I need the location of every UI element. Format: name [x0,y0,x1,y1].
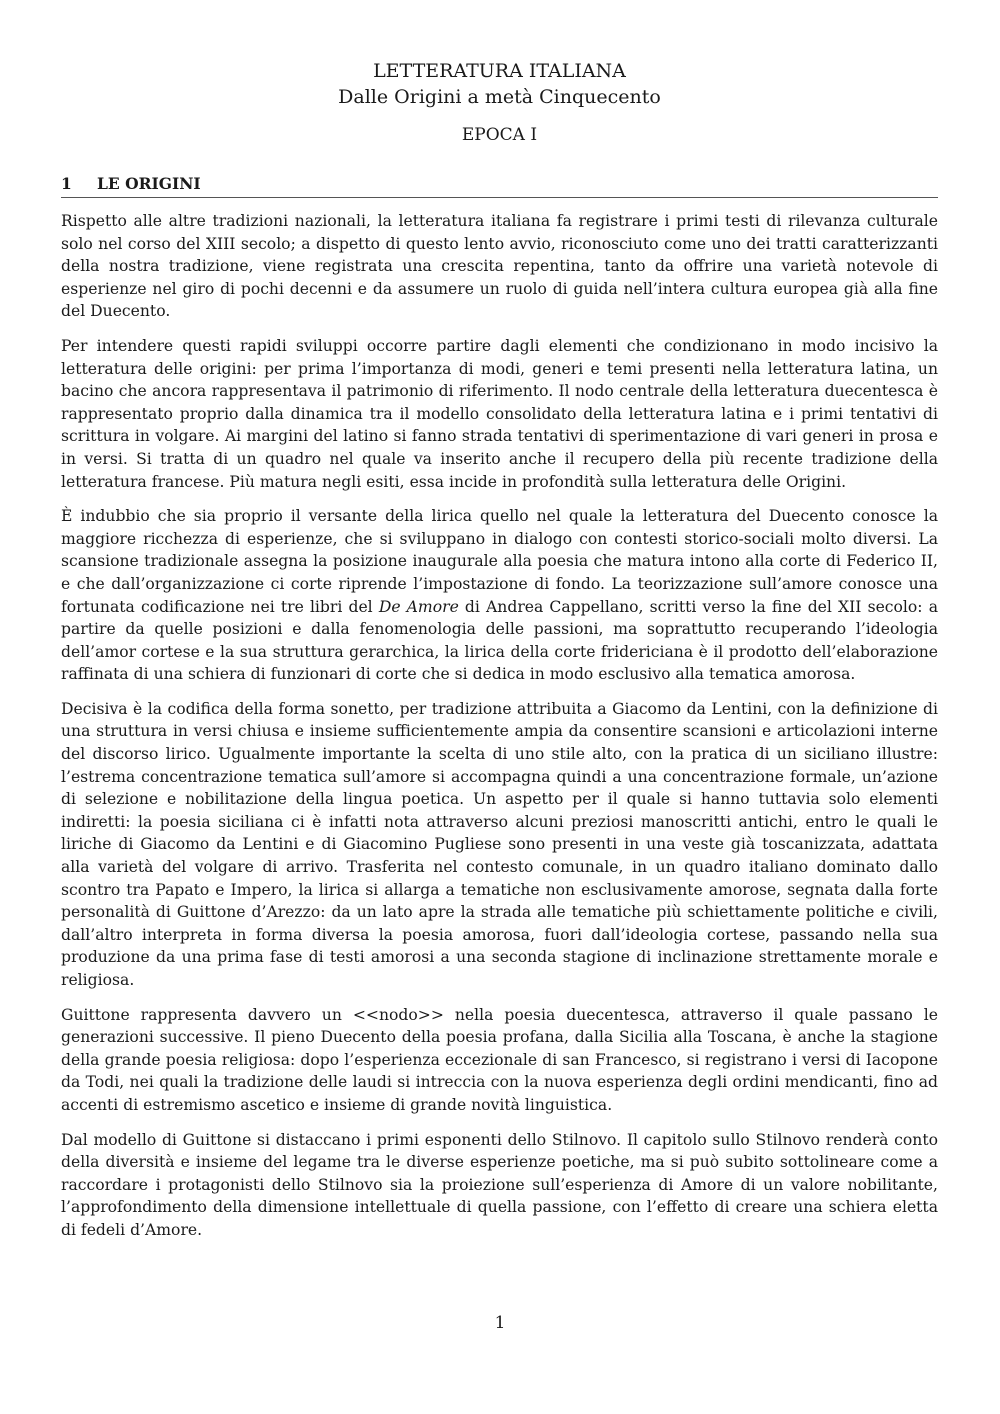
title-line-2: Dalle Origini a metà Cinquecento [338,86,661,108]
section-number: 1 [61,174,72,193]
section-title: LE ORIGINI [97,174,201,193]
section-heading [61,174,938,198]
title-line-1: LETTERATURA ITALIANA [373,60,626,82]
document-page [61,58,938,1254]
paragraph: Guittone rappresenta davvero un <<nodo>> nella poesia duecentesca, attraverso il quale passano le generazioni successive. Il pieno Duecento della poesia profana, dalla Sicilia alla Toscana, è anche la stagione della grande poesia religiosa: dopo l’esperienza eccezionale di san Francesco, si registrano i versi di Iacopone da Todi, nei quali la tradizione delle laudi si intreccia con la nuova esperienza degli ordini mendicanti, fino ad accenti di estremismo ascetico e insieme di grande novità linguistica. [61,1005,938,1114]
page-number: 1 [494,1313,506,1333]
paragraph [61,505,938,686]
epoch-heading: EPOCA I [461,125,538,145]
book-title: De Amore [378,597,459,616]
document-title [61,58,938,110]
paragraph: Rispetto alle altre tradizioni nazionali, la letteratura italiana fa registrare i primi testi di rilevanza culturale solo nel corso del XIII secolo; a dispetto di questo lento avvio, riconosciuto come uno dei tratti caratterizzanti della nostra tradizione, viene registrata una crescita repentina, tanto da offrire una varietà notevole di esperienze nel giro di pochi decenni e da assumere un ruolo di guida nell’intera cultura europea già alla fine del Duecento. [61,212,938,321]
paragraph-text: di Andrea Cappellano, scritti verso la fine del XII secolo: a partire da quelle posizioni e dalla fenomenologia delle passioni, ma soprattutto recuperando l’ideologia dell’amor cortese e la sua struttura gerarchica, la lirica della corte fridericiana è il prodotto dell’elaborazione raffinata di una schiera di funzionari di corte che si dedica in modo esclusivo alla tematica amorosa. [61,597,938,684]
paragraph: Decisiva è la codifica della forma sonetto, per tradizione attribuita a Giacomo da Lentini, con la definizione di una struttura in versi chiusa e insieme sufficientemente ampia da consentire scansioni e articolazioni interne del discorso lirico. Ugualmente importante la scelta di uno stile alto, con la pratica di un siciliano illustre: l’estrema concentrazione tematica sull’amore si accompagna quindi a una concentrazione formale, un’azione di selezione e nobilitazione della lingua poetica. Un aspetto per il quale si hanno tuttavia solo elementi indiretti: la poesia siciliana ci è infatti nota attraverso alcuni preziosi manoscritti antichi, entro le quali le liriche di Giacomo da Lentini e di Giacomino Pugliese sono presenti in una veste già toscanizzata, adattata alla varietà del volgare di arrivo. Trasferita nel contesto comunale, in un quadro italiano dominato dallo scontro tra Papato e Impero, la lirica si allarga a tematiche non esclusivamente amorose, segnata dalla forte personalità di Guittone d’Arezzo: da un lato apre la strada alle tematiche più schiettamente politiche e civili, dall’altro interpreta in forma diversa la poesia amorosa, fuori dall’ideologia cortese, passando nella sua produzione da una prima fase di testi amorosi a una seconda stagione di inclinazione strettamente morale e religiosa. [61,699,938,989]
paragraph: Per intendere questi rapidi sviluppi occorre partire dagli elementi che condizionano in modo incisivo la letteratura delle origini: per prima l’importanza di modi, generi e temi presenti nella letteratura latina, un bacino che ancora rappresentava il patrimonio di riferimento. Il nodo centrale della letteratura duecentesca è rappresentato proprio dalla dinamica tra il modello consolidato della letteratura latina e i primi tentativi di scrittura in volgare. Ai margini del latino si fanno strada tentativi di sperimentazione di vari generi in prosa e in versi. Si tratta di un quadro nel quale va inserito anche il recupero della più recente tradizione della letteratura francese. Più matura negli esiti, essa incide in profondità sulla letteratura delle Origini. [61,336,938,491]
paragraph-text: È indubbio che sia proprio il versante della lirica quello nel quale la letteratura del Duecento conosce la maggiore ricchezza di esperienze, che si sviluppano in dialogo con contesti storico-sociali molto diversi. La scansione tradizionale assegna la posizione inaugurale alla poesia che matura intono alla corte di Federico II, e che dall’organizzazione ci corte riprende l’impostazione di fondo. La teorizzazione sull’amore conosce una fortunata codificazione nei tre libri del [61,507,938,616]
paragraph: Dal modello di Guittone si distaccano i primi esponenti dello Stilnovo. Il capitolo sullo Stilnovo renderà conto della diversità e insieme del legame tra le diverse esperienze poetiche, ma si può subito sottolineare come a raccordare i protagonisti dello Stilnovo sia la proiezione sull’esperienza di Amore di un valore nobilitante, l’approfondimento della dimensione intellettuale di quella passione, con l’effetto di creare una schiera eletta di fedeli d’Amore. [61,1130,938,1239]
body-text [61,210,938,1242]
